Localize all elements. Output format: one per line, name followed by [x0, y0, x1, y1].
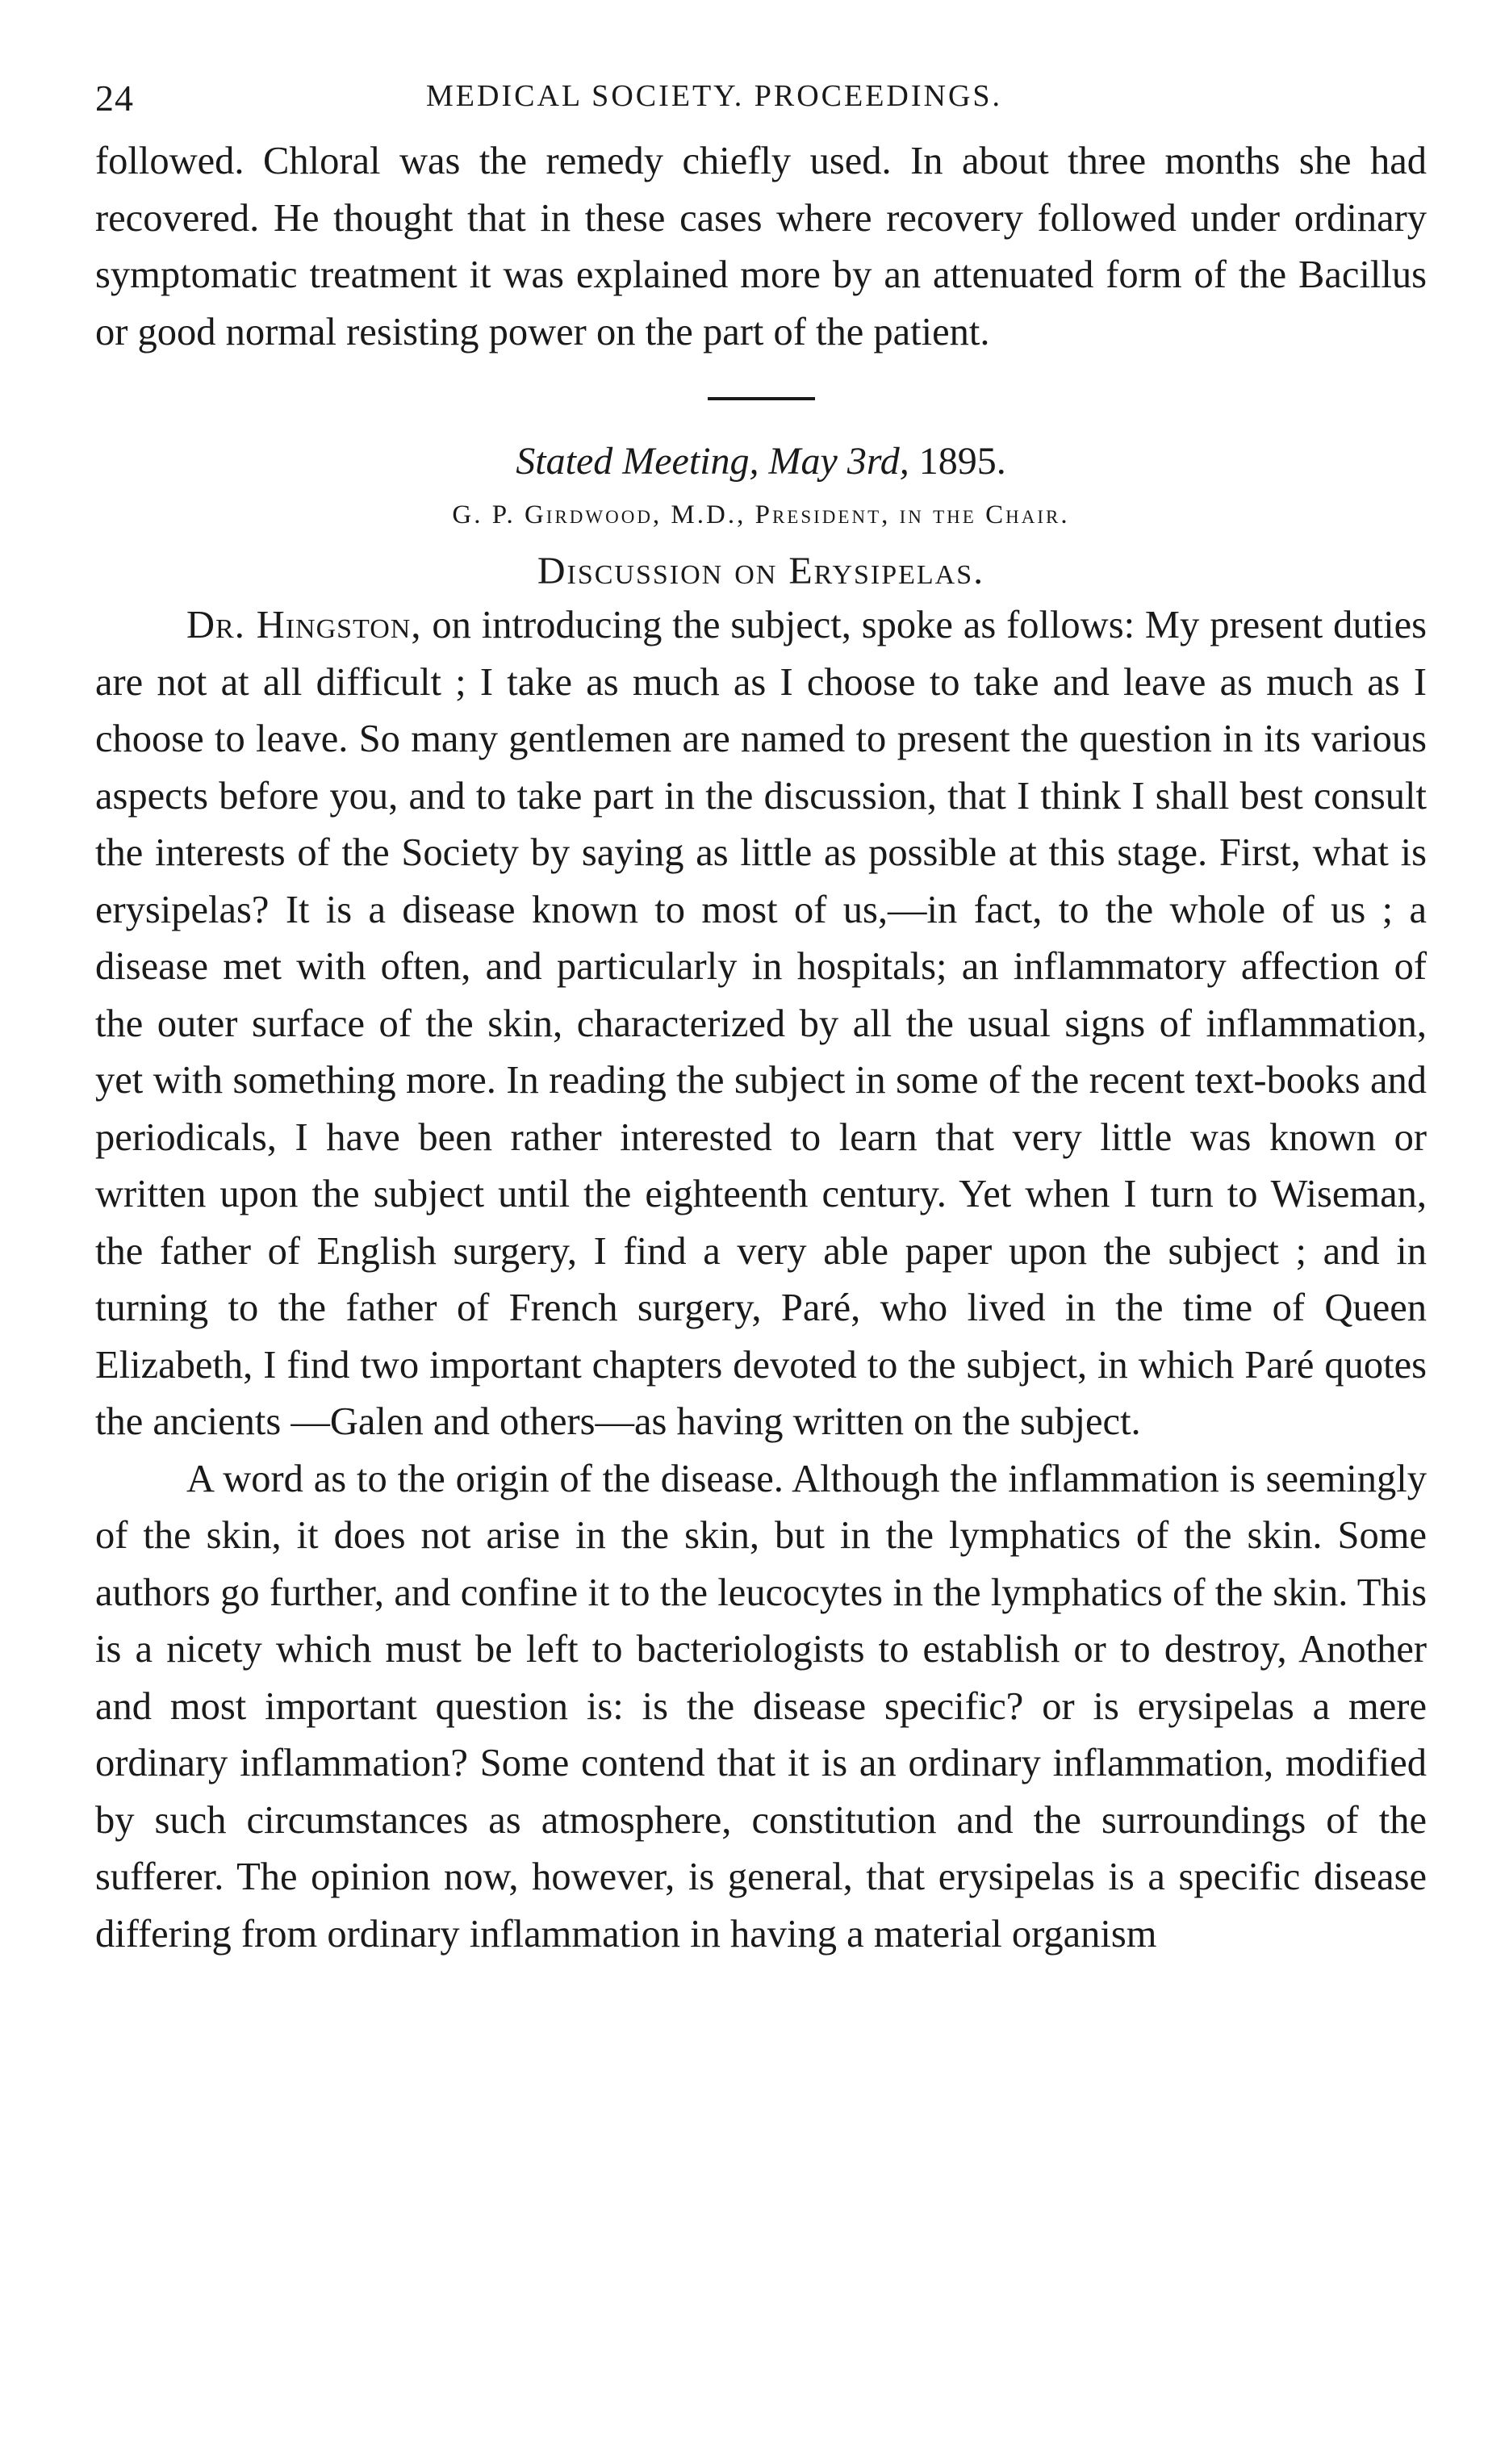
speaker-name: Dr. Hingston,: [186, 604, 422, 646]
discussion-heading: Discussion on Erysipelas.: [537, 550, 985, 592]
paragraph-origin-of-disease: A word as to the origin of the disease. Although the inflammation is seemingly of the skin, it does not arise in the skin, but in the lymphatics of the skin. Some authors go further, and confine it to the leucocytes in the lymphatics of the skin. This is a nicety which must be left to bacteriologists to establish or to destroy, Another and most important question is: is the disease specific? or is erysipelas a mere ordinary inflammation? Some contend that it is an ordinary inflammation, modified by such circumstances as atmosphere, constitution and the surroundings of the sufferer. The opinion now, however, is general, that erysipelas is a specific disease differing from ordinary inflammation in having a material organism: [95, 1457, 1427, 1956]
paragraph-hingston-intro: [95, 597, 1427, 1451]
page-number: 24: [95, 77, 134, 119]
meeting-year: 1895.: [918, 440, 1006, 483]
carryover-paragraph: followed. Chloral was the remedy chiefly used. In about three months she had recovered. He thought that in these cases where recovery followed under ordinary symptomatic treatment it was explained more by an attenuated form of the Bacillus or good normal resisting power on the part of the patient.: [95, 140, 1427, 353]
section-divider: [708, 397, 815, 400]
meeting-heading: [95, 437, 1427, 486]
running-title: MEDICAL SOCIETY. PROCEEDINGS.: [426, 79, 1003, 113]
paragraph-text: on introducing the subject, spoke as follows: My present duties are not at all difficult ; I take as much as I choose to take and leave as much as I choose to leave. So many gentlemen are named to present the question in its various aspects before you, and to take part in the discussion, that I think I shall best consult the interests of the Society by saying as little as possible at this stage. First, what is erysipelas? It is a disease known to most of us,—in fact, to the whole of us ; a disease met with often, and particularly in hospitals; an inflammatory affection of the outer surface of the skin, characterized by all the usual signs of inflammation, yet with something more. In reading the subject in some of the recent text-books and periodicals, I have been rather interested to learn that very little was known or written upon the subject until the eighteenth century. Yet when I turn to Wiseman, the father of English surgery, I find a very able paper upon the subject ; and in turning to the father of French surgery, Paré, who lived in the time of Queen Elizabeth, I find two important chapters devoted to the subject, in which Paré quotes the ancients —Galen and others—as having written on the subject.: [95, 604, 1427, 1443]
meeting-date: Stated Meeting, May 3rd,: [516, 440, 909, 483]
chair-line: G. P. Girdwood, M.D., President, in the Chair.: [452, 500, 1070, 529]
book-page: [95, 77, 1427, 1963]
running-header: [95, 77, 1427, 133]
